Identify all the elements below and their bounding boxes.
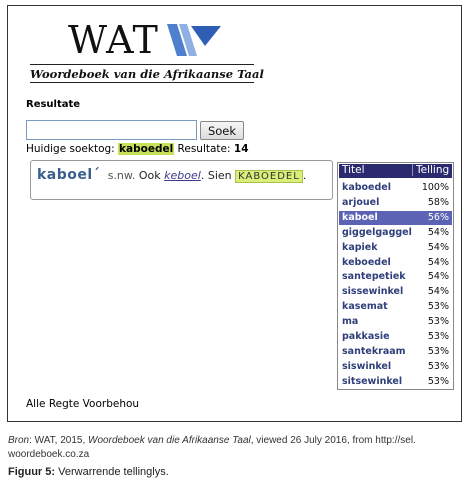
result-row[interactable] <box>339 300 452 314</box>
result-score: 53% <box>427 360 449 372</box>
results-list <box>337 162 454 390</box>
result-word[interactable]: kaboedel <box>342 182 391 193</box>
source-label: Bron <box>8 435 30 446</box>
page-heading: Resultate <box>26 99 81 110</box>
result-row[interactable] <box>339 360 452 374</box>
entry-see-label: Sien <box>207 169 232 182</box>
caption-text: Verwarrende tellinglys. <box>55 466 169 478</box>
result-word[interactable]: pakkasie <box>342 331 390 342</box>
result-row[interactable] <box>339 241 452 255</box>
entry-also-link[interactable]: keboel <box>164 169 201 182</box>
col-count-header: Telling <box>412 164 449 176</box>
logo-subtitle: Woordeboek van die Afrikaanse Taal <box>30 67 264 81</box>
entry-grammar: s.nw. <box>107 169 136 182</box>
logo-mark-icon <box>165 22 223 58</box>
status-results-label: Resultate: <box>177 143 231 155</box>
source-text-c: woordeboek.co.za <box>8 449 90 460</box>
browser-page <box>7 5 462 422</box>
result-word[interactable]: arjouel <box>342 196 380 208</box>
result-score: 54% <box>427 256 449 268</box>
result-row[interactable] <box>339 285 452 299</box>
result-score: 53% <box>427 301 449 313</box>
result-score: 100% <box>421 182 449 193</box>
result-score: 53% <box>427 345 449 357</box>
result-word[interactable]: kaboel <box>342 211 378 223</box>
result-word[interactable]: sitsewinkel <box>342 375 403 387</box>
result-row[interactable] <box>339 196 452 210</box>
result-score: 54% <box>427 226 449 238</box>
entry-see-link[interactable]: KABOEDEL <box>235 170 303 183</box>
result-row[interactable] <box>339 256 452 270</box>
logo-rule-bottom <box>30 82 254 83</box>
result-word[interactable]: ma <box>342 316 359 328</box>
result-score: 54% <box>427 286 449 298</box>
result-word[interactable]: santekraam <box>342 345 406 357</box>
result-row[interactable] <box>339 375 452 389</box>
entry-also-label: Ook <box>138 169 161 182</box>
result-row[interactable] <box>339 211 452 225</box>
wat-logo <box>24 18 264 90</box>
result-row[interactable] <box>339 315 452 329</box>
status-term: kaboedel <box>119 143 174 155</box>
search-input[interactable] <box>26 120 197 140</box>
result-word[interactable]: santepetiek <box>342 271 406 283</box>
search-button[interactable]: Soek <box>200 121 244 140</box>
status-results-count: 14 <box>233 143 249 155</box>
result-row[interactable] <box>339 345 452 359</box>
result-row[interactable] <box>339 181 452 195</box>
result-score: 53% <box>427 316 449 328</box>
result-row[interactable] <box>339 270 452 284</box>
source-title: Woordeboek van die Afrikaanse Taal <box>88 435 251 446</box>
result-score: 56% <box>427 211 449 223</box>
source-text-a: : WAT, 2015, <box>29 435 89 446</box>
logo-title: WAT <box>68 18 159 62</box>
result-score: 53% <box>427 331 449 342</box>
result-word[interactable]: kapiek <box>342 241 378 253</box>
figure-caption <box>8 466 169 478</box>
result-word[interactable]: siswinkel <box>342 360 392 372</box>
result-word[interactable]: sissewinkel <box>342 286 404 298</box>
entry-lemma: kaboel´ <box>37 167 101 183</box>
result-score: 54% <box>427 271 449 283</box>
result-row[interactable] <box>339 226 452 240</box>
result-row[interactable] <box>339 330 452 344</box>
source-text-b: , viewed 26 July 2016, from http://sel. <box>250 435 416 446</box>
status-prefix: Huidige soektog: <box>26 143 115 155</box>
caption-label: Figuur 5: <box>8 466 56 478</box>
col-title-header: Titel <box>342 164 365 176</box>
search-status <box>26 143 249 155</box>
source-note <box>8 434 466 462</box>
result-word[interactable]: giggelgaggel <box>342 226 412 238</box>
result-score: 53% <box>427 375 449 387</box>
result-word[interactable]: keboedel <box>342 256 391 268</box>
logo-rule-top <box>30 64 254 65</box>
result-score: 54% <box>427 241 449 253</box>
result-word[interactable]: kasemat <box>342 301 388 313</box>
rights-notice: Alle Regte Voorbehou <box>26 398 140 410</box>
result-score: 58% <box>427 196 449 208</box>
results-header <box>339 164 452 178</box>
dictionary-entry: kaboel´ s.nw. Ook keboel. Sien KABOEDEL . <box>30 160 333 200</box>
